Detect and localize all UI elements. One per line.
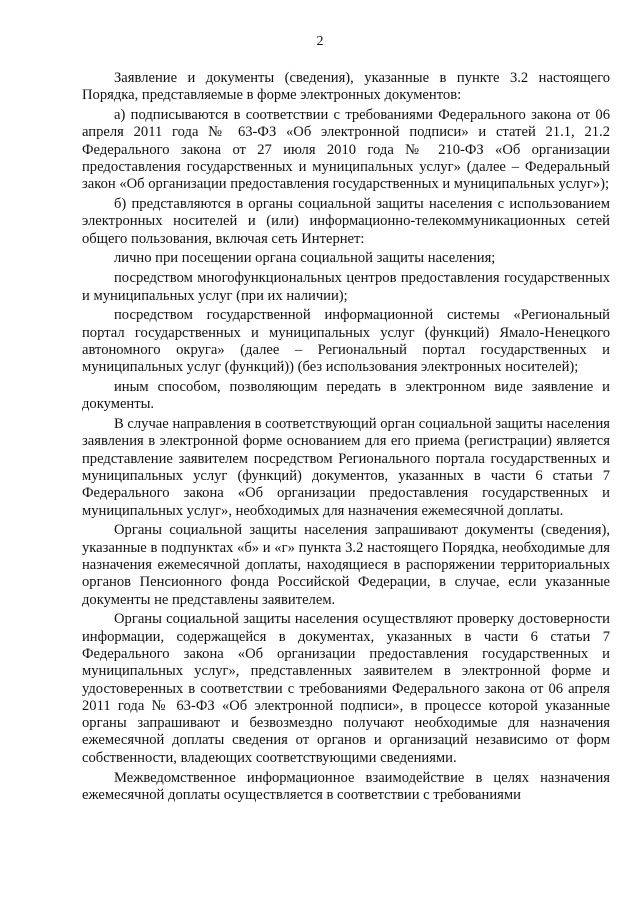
paragraph-regional-portal: посредством государственной информационной системы «Региональный портал государственных и муниципальных услуг (функций) Ямало-Ненецкого автономного округа» (далее – Региональный портал государственных и муниципальных услуг (функций)) (без использования электронных носителей);	[82, 307, 610, 376]
paragraph-verification: Органы социальной защиты населения осуществляют проверку достоверности информации, содержащейся в документах, указанных в части 6 статьи 7 Федерального закона «Об организации предоставления государственных и муниципальных услуг», представленных заявителем в электронной форме и удостоверенных в соответствии с требованиями Федерального закона от 06 апреля 2011 года № 63-ФЗ «Об электронной подписи», в процессе которой указанные органы запрашивают и безвозмездно получают необходимые для назначения ежемесячной доплаты сведения от органов и организаций независимо от форм собственности, владеющих соответствующими сведениями.	[82, 611, 610, 766]
paragraph-document-requests: Органы социальной защиты населения запрашивают документы (сведения), указанные в подпунктах «б» и «г» пункта 3.2 настоящего Порядка, необходимые для назначения ежемесячной доплаты, находящиеся в распоряжении территориальных органов Пенсионного фонда Российской Федерации, в случае, если указанные документы не представлены заявителем.	[82, 522, 610, 608]
paragraph-in-person: лично при посещении органа социальной защиты населения;	[114, 250, 496, 267]
paragraph-item-a: а) подписываются в соответствии с требованиями Федерального закона от 06 апреля 2011 года № 63-ФЗ «Об электронной подписи» и статей 21.1, 21.2 Федерального закона от 27 июля 2010 года № 210-ФЗ «Об организации предоставления государственных и муниципальных услуг» (далее – Федеральный закон «Об организации предоставления государственных и муниципальных услуг»);	[82, 107, 610, 193]
paragraph-other-method: иным способом, позволяющим передать в электронном виде заявление и документы.	[82, 379, 610, 413]
page-number: 2	[316, 34, 324, 49]
paragraph-electronic-submission: В случае направления в соответствующий орган социальной защиты населения заявления в электронной форме основанием для его приема (регистрации) является представление заявителем посредством Регионального портала государственных и муниципальных услуг (функций) документов, указанных в части 6 статьи 7 Федерального закона «Об организации предоставления государственных и муниципальных услуг», необходимых для назначения ежемесячной доплаты.	[82, 416, 610, 519]
paragraph-item-b: б) представляются в органы социальной защиты населения с использованием электронных носителей и (или) информационно-телекоммуникационных сетей общего пользования, включая сеть Интернет:	[82, 196, 610, 247]
document-body	[82, 70, 610, 807]
paragraph-interagency: Межведомственное информационное взаимодействие в целях назначения ежемесячной доплаты осуществляется в соответствии с требованиями	[82, 769, 610, 803]
paragraph-mfc: посредством многофункциональных центров предоставления государственных и муниципальных услуг (при их наличии);	[82, 270, 610, 304]
paragraph-intro: Заявление и документы (сведения), указанные в пункте 3.2 настоящего Порядка, представляемые в форме электронных документов:	[82, 70, 610, 104]
